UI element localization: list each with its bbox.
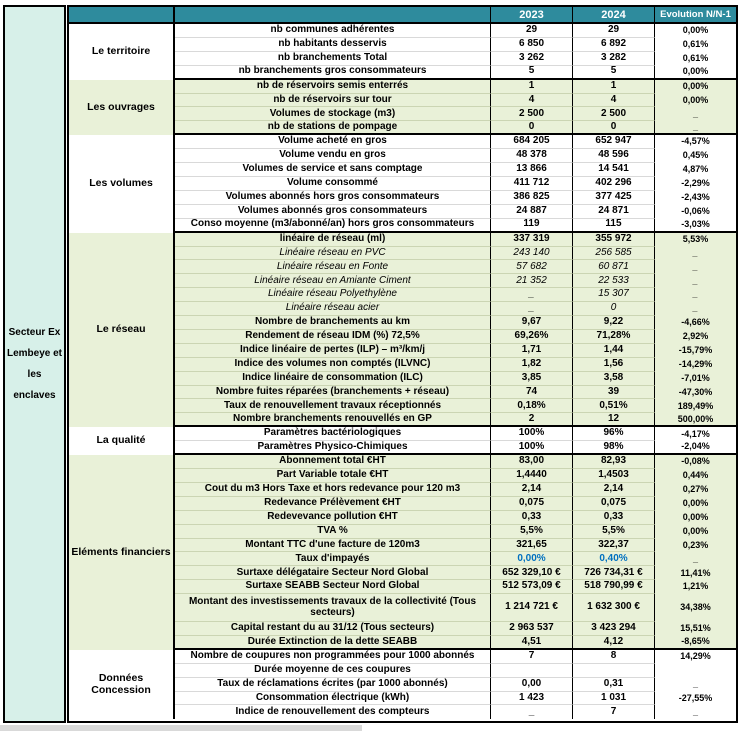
value-2024: 256 585 bbox=[573, 247, 655, 261]
table-row bbox=[175, 358, 736, 372]
evolution-value: _ bbox=[692, 275, 698, 286]
value-2023: 4 bbox=[491, 94, 573, 108]
evolution-value: -15,79% bbox=[678, 345, 713, 356]
value-2024: 0 bbox=[573, 121, 655, 135]
value-2023: 57 682 bbox=[491, 260, 573, 274]
table-row bbox=[175, 705, 736, 719]
value-2024 bbox=[573, 664, 655, 678]
value-2024: 7 bbox=[573, 705, 655, 719]
table-row bbox=[175, 149, 736, 163]
row-label: TVA % bbox=[175, 525, 491, 539]
row-label: Indice linéaire de pertes (ILP) – m³/km/j bbox=[175, 344, 491, 358]
value-2024: 1,56 bbox=[573, 358, 655, 372]
row-label: nb habitants desservis bbox=[175, 38, 491, 52]
value-2024: 0,33 bbox=[573, 511, 655, 525]
table-row bbox=[175, 330, 736, 344]
value-2023: 21 352 bbox=[491, 274, 573, 288]
table-row bbox=[175, 636, 736, 650]
table-row bbox=[175, 580, 736, 594]
value-2024: 0,075 bbox=[573, 497, 655, 511]
value-2024: 0,51% bbox=[573, 399, 655, 413]
table-row bbox=[175, 427, 736, 441]
value-2024: 9,22 bbox=[573, 316, 655, 330]
value-2024: 5 bbox=[573, 66, 655, 80]
table-row bbox=[175, 219, 736, 233]
indicators-table bbox=[67, 5, 738, 723]
header-evolution: Evolution N/N-1 bbox=[660, 9, 731, 20]
table-row bbox=[175, 678, 736, 692]
value-2024: 1 bbox=[573, 80, 655, 94]
row-label: Linéaire réseau en PVC bbox=[175, 247, 491, 261]
value-2023: 83,00 bbox=[491, 455, 573, 469]
value-2023: 321,65 bbox=[491, 539, 573, 553]
table-row bbox=[175, 469, 736, 483]
row-label: Surtaxe délégataire Secteur Nord Global bbox=[175, 566, 491, 580]
value-2024: 1,4503 bbox=[573, 469, 655, 483]
evolution-value: 0,00% bbox=[682, 525, 709, 536]
table-row bbox=[175, 344, 736, 358]
section-category-label: Données Concession bbox=[69, 650, 175, 720]
value-2023: 29 bbox=[491, 24, 573, 38]
value-2023: 119 bbox=[491, 219, 573, 233]
value-2024: 4 bbox=[573, 94, 655, 108]
table-row bbox=[175, 497, 736, 511]
evolution-value: 14,29% bbox=[680, 651, 711, 662]
value-2023: 100% bbox=[491, 441, 573, 455]
value-2024: 14 541 bbox=[573, 163, 655, 177]
table-body bbox=[69, 24, 736, 721]
value-2024: 322,37 bbox=[573, 539, 655, 553]
value-2024: 71,28% bbox=[573, 330, 655, 344]
evolution-value: 0,45% bbox=[682, 150, 709, 161]
value-2023: 2 500 bbox=[491, 107, 573, 121]
row-label: nb de stations de pompage bbox=[175, 121, 491, 135]
table-row bbox=[175, 483, 736, 497]
row-label: Linéaire réseau en Amiante Ciment bbox=[175, 274, 491, 288]
row-label: Cout du m3 Hors Taxe et hors redevance pour 120 m3 bbox=[175, 483, 491, 497]
table-row bbox=[175, 302, 736, 316]
evolution-value: -2,04% bbox=[655, 441, 736, 455]
row-label: Paramètres Physico-Chimiques bbox=[175, 441, 491, 455]
value-2024: 652 947 bbox=[573, 135, 655, 149]
evolution-value: 34,38% bbox=[680, 602, 711, 613]
value-2024: 48 596 bbox=[573, 149, 655, 163]
evolution-value: -8,65% bbox=[655, 636, 736, 650]
evolution-value: 4,87% bbox=[682, 164, 709, 175]
row-label: Nombre fuites réparées (branchements + réseau) bbox=[175, 386, 491, 400]
section-rows bbox=[175, 427, 736, 455]
value-2023: 4,51 bbox=[491, 636, 573, 650]
section-category-label: Le territoire bbox=[69, 24, 175, 80]
row-label: nb branchements Total bbox=[175, 52, 491, 66]
table-row bbox=[175, 664, 736, 678]
evolution-value: 5,53% bbox=[682, 233, 709, 244]
section-les-volumes bbox=[69, 135, 736, 232]
table-row bbox=[175, 525, 736, 539]
value-2023: 2 963 537 bbox=[491, 622, 573, 636]
table-row bbox=[175, 288, 736, 302]
section-category-label: Eléments financiers bbox=[69, 455, 175, 650]
evolution-value: _ bbox=[692, 303, 698, 314]
evolution-value: 0,23% bbox=[682, 539, 709, 550]
evolution-value: 0,00% bbox=[682, 25, 709, 36]
value-2023: 243 140 bbox=[491, 247, 573, 261]
evolution-value: 1,21% bbox=[682, 581, 709, 592]
row-label: Indice des volumes non comptés (ILVNC) bbox=[175, 358, 491, 372]
sheet-bottom-strip bbox=[0, 725, 362, 731]
value-2023: _ bbox=[491, 288, 573, 302]
value-2024: 22 533 bbox=[573, 274, 655, 288]
row-label: Rendement de réseau IDM (%) 72,5% bbox=[175, 330, 491, 344]
evolution-value: -2,43% bbox=[681, 192, 710, 203]
section-rows bbox=[175, 80, 736, 136]
evolution-value: -4,57% bbox=[681, 136, 710, 147]
table-row bbox=[175, 247, 736, 261]
value-2023: 0,075 bbox=[491, 497, 573, 511]
value-2023: 652 329,10 € bbox=[491, 566, 573, 580]
evolution-value: 0,00% bbox=[682, 511, 709, 522]
evolution-value: 11,41% bbox=[680, 567, 711, 578]
value-2023: 5,5% bbox=[491, 525, 573, 539]
table-header-row bbox=[69, 7, 736, 24]
table-row bbox=[175, 274, 736, 288]
value-2024: 3 282 bbox=[573, 52, 655, 66]
value-2023: 1,71 bbox=[491, 344, 573, 358]
row-label: Taux de renouvellement travaux réceptionnés bbox=[175, 399, 491, 413]
section-le-reseau bbox=[69, 233, 736, 428]
sector-title: Secteur Ex Lembeye et les enclaves bbox=[3, 5, 66, 723]
table-row bbox=[175, 566, 736, 580]
table-row bbox=[175, 80, 736, 94]
row-label: linéaire de réseau (ml) bbox=[175, 233, 491, 247]
table-row bbox=[175, 24, 736, 38]
table-row bbox=[175, 386, 736, 400]
section-category-label: La qualité bbox=[69, 427, 175, 455]
header-year-2024: 2024 bbox=[573, 7, 655, 22]
row-label: Indice de renouvellement des compteurs bbox=[175, 705, 491, 719]
value-2024: 60 871 bbox=[573, 260, 655, 274]
row-label: Taux de réclamations écrites (par 1000 abonnés) bbox=[175, 678, 491, 692]
evolution-value: _ bbox=[692, 108, 698, 119]
evolution-value: _ bbox=[692, 261, 698, 272]
evolution-value: -4,17% bbox=[681, 428, 710, 439]
evolution-value: -27,55% bbox=[678, 692, 713, 703]
table-row bbox=[175, 692, 736, 706]
row-label: Volumes de stockage (m3) bbox=[175, 107, 491, 121]
row-label: Durée Extinction de la dette SEABB bbox=[175, 636, 491, 650]
value-2024: 402 296 bbox=[573, 177, 655, 191]
value-2023: 512 573,09 € bbox=[491, 580, 573, 594]
evolution-value: _ bbox=[692, 678, 698, 689]
table-row bbox=[175, 511, 736, 525]
table-row bbox=[175, 38, 736, 52]
value-2024: 98% bbox=[573, 441, 655, 455]
section-rows bbox=[175, 135, 736, 232]
row-label: Volumes de service et sans comptage bbox=[175, 163, 491, 177]
value-2023: 69,26% bbox=[491, 330, 573, 344]
table-row bbox=[175, 205, 736, 219]
section-rows bbox=[175, 455, 736, 650]
value-2023: 3,85 bbox=[491, 372, 573, 386]
section-elements-financiers bbox=[69, 455, 736, 650]
value-2024: 0,31 bbox=[573, 678, 655, 692]
value-2023: 0,18% bbox=[491, 399, 573, 413]
row-label: Montant TTC d'une facture de 120m3 bbox=[175, 539, 491, 553]
table-row bbox=[175, 233, 736, 247]
evolution-value: 0,00% bbox=[682, 94, 709, 105]
value-2024: 39 bbox=[573, 386, 655, 400]
evolution-value: -4,66% bbox=[681, 317, 710, 328]
value-2023: 0,00 bbox=[491, 678, 573, 692]
value-2023: 100% bbox=[491, 427, 573, 441]
row-label: nb de réservoirs semis enterrés bbox=[175, 80, 491, 94]
row-label: Redevevance pollution €HT bbox=[175, 511, 491, 525]
value-2023: 6 850 bbox=[491, 38, 573, 52]
evolution-value: 0,00% bbox=[682, 498, 709, 509]
evolution-value: _ bbox=[692, 706, 698, 717]
table-row bbox=[175, 413, 736, 427]
value-2024: 96% bbox=[573, 427, 655, 441]
value-2024: 6 892 bbox=[573, 38, 655, 52]
evolution-value: _ bbox=[692, 247, 698, 258]
evolution-value: -0,08% bbox=[681, 456, 710, 467]
value-2023 bbox=[491, 664, 573, 678]
table-row bbox=[175, 107, 736, 121]
value-2024: 1 632 300 € bbox=[573, 594, 655, 622]
row-label: Nombre de branchements au km bbox=[175, 316, 491, 330]
row-label: Conso moyenne (m3/abonné/an) hors gros consommateurs bbox=[175, 219, 491, 233]
table-row bbox=[175, 399, 736, 413]
evolution-value bbox=[655, 664, 736, 678]
value-2023: 2 bbox=[491, 413, 573, 427]
row-label: Redevance Prélèvement €HT bbox=[175, 497, 491, 511]
row-label: Durée moyenne de ces coupures bbox=[175, 664, 491, 678]
row-label: Montant des investissements travaux de la collectivité (Tous secteurs) bbox=[175, 594, 491, 622]
value-2024: 0 bbox=[573, 302, 655, 316]
row-label: Indice linéaire de consommation (ILC) bbox=[175, 372, 491, 386]
value-2023: 9,67 bbox=[491, 316, 573, 330]
value-2024: 4,12 bbox=[573, 636, 655, 650]
value-2023: 24 887 bbox=[491, 205, 573, 219]
evolution-value: 0,27% bbox=[682, 484, 709, 495]
value-2024: 0,40% bbox=[573, 552, 655, 566]
row-label: Paramètres bactériologiques bbox=[175, 427, 491, 441]
evolution-value: -47,30% bbox=[678, 386, 713, 397]
row-label: nb communes adhérentes bbox=[175, 24, 491, 38]
section-rows bbox=[175, 650, 736, 720]
section-category-label: Les volumes bbox=[69, 135, 175, 232]
row-label: Part Variable totale €HT bbox=[175, 469, 491, 483]
table-row bbox=[175, 372, 736, 386]
evolution-value: 15,51% bbox=[680, 623, 711, 634]
evolution-value: -3,03% bbox=[655, 219, 736, 233]
section-les-ouvrages bbox=[69, 80, 736, 136]
value-2024: 3 423 294 bbox=[573, 622, 655, 636]
evolution-value: 0,61% bbox=[682, 39, 709, 50]
value-2023: 386 825 bbox=[491, 191, 573, 205]
section-category-label: Les ouvrages bbox=[69, 80, 175, 136]
table-row bbox=[175, 650, 736, 664]
section-donnees-concession bbox=[69, 650, 736, 720]
section-la-qualite bbox=[69, 427, 736, 455]
value-2024: 5,5% bbox=[573, 525, 655, 539]
row-label: Capital restant du au 31/12 (Tous secteurs) bbox=[175, 622, 491, 636]
row-label: Volume vendu en gros bbox=[175, 149, 491, 163]
value-2023: 0 bbox=[491, 121, 573, 135]
row-label: Nombre branchements renouvellés en GP bbox=[175, 413, 491, 427]
section-category-label: Le réseau bbox=[69, 233, 175, 428]
row-label: Consommation électrique (kWh) bbox=[175, 692, 491, 706]
row-label: Volumes abonnés hors gros consommateurs bbox=[175, 191, 491, 205]
table-row bbox=[175, 52, 736, 66]
value-2023: 1 bbox=[491, 80, 573, 94]
value-2023: 1 214 721 € bbox=[491, 594, 573, 622]
table-row bbox=[175, 552, 736, 566]
header-label-spacer bbox=[175, 7, 491, 22]
value-2023: 3 262 bbox=[491, 52, 573, 66]
table-row bbox=[175, 163, 736, 177]
table-row bbox=[175, 260, 736, 274]
row-label: nb branchements gros consommateurs bbox=[175, 66, 491, 80]
evolution-value: -7,01% bbox=[681, 372, 710, 383]
table-row bbox=[175, 539, 736, 553]
row-label: nb de réservoirs sur tour bbox=[175, 94, 491, 108]
row-label: Volume consommé bbox=[175, 177, 491, 191]
evolution-value: _ bbox=[692, 289, 698, 300]
row-label: Volumes abonnés gros consommateurs bbox=[175, 205, 491, 219]
table-row bbox=[175, 135, 736, 149]
value-2023: 48 378 bbox=[491, 149, 573, 163]
value-2023: 13 866 bbox=[491, 163, 573, 177]
value-2023: 411 712 bbox=[491, 177, 573, 191]
row-label: Linéaire réseau Polyethylène bbox=[175, 288, 491, 302]
table-row bbox=[175, 594, 736, 622]
table-row bbox=[175, 316, 736, 330]
row-label: Taux d'impayés bbox=[175, 552, 491, 566]
value-2024: 8 bbox=[573, 650, 655, 664]
value-2024: 1,44 bbox=[573, 344, 655, 358]
section-rows bbox=[175, 24, 736, 80]
value-2024: 2 500 bbox=[573, 107, 655, 121]
value-2023: _ bbox=[491, 302, 573, 316]
header-year-2023: 2023 bbox=[491, 7, 573, 22]
section-rows bbox=[175, 233, 736, 428]
evolution-value: -2,29% bbox=[681, 178, 710, 189]
value-2024: 82,93 bbox=[573, 455, 655, 469]
value-2023: 0,33 bbox=[491, 511, 573, 525]
value-2024: 3,58 bbox=[573, 372, 655, 386]
value-2024: 15 307 bbox=[573, 288, 655, 302]
value-2023: 1 423 bbox=[491, 692, 573, 706]
value-2024: 12 bbox=[573, 413, 655, 427]
evolution-value: -14,29% bbox=[678, 358, 713, 369]
table-row bbox=[175, 455, 736, 469]
row-label: Linéaire réseau acier bbox=[175, 302, 491, 316]
table-row bbox=[175, 66, 736, 80]
value-2024: 24 871 bbox=[573, 205, 655, 219]
row-label: Volume acheté en gros bbox=[175, 135, 491, 149]
table-row bbox=[175, 177, 736, 191]
evolution-value: 500,00% bbox=[655, 413, 736, 427]
value-2023: 2,14 bbox=[491, 483, 573, 497]
evolution-value: 0,61% bbox=[682, 53, 709, 64]
value-2023: 337 319 bbox=[491, 233, 573, 247]
evolution-value: 0,00% bbox=[655, 66, 736, 80]
row-label: Nombre de coupures non programmées pour 1000 abonnés bbox=[175, 650, 491, 664]
value-2024: 377 425 bbox=[573, 191, 655, 205]
value-2024: 355 972 bbox=[573, 233, 655, 247]
value-2023: 74 bbox=[491, 386, 573, 400]
value-2024: 518 790,99 € bbox=[573, 580, 655, 594]
value-2023: 5 bbox=[491, 66, 573, 80]
value-2023: 1,82 bbox=[491, 358, 573, 372]
value-2024: 726 734,31 € bbox=[573, 566, 655, 580]
evolution-value: _ bbox=[692, 553, 698, 564]
evolution-value: 189,49% bbox=[677, 400, 714, 411]
table-row bbox=[175, 191, 736, 205]
table-row bbox=[175, 622, 736, 636]
evolution-value: 0,00% bbox=[682, 80, 709, 91]
table-row bbox=[175, 441, 736, 455]
value-2023: _ bbox=[491, 705, 573, 719]
value-2024: 29 bbox=[573, 24, 655, 38]
evolution-value: 0,44% bbox=[682, 470, 709, 481]
table-row bbox=[175, 94, 736, 108]
row-label: Linéaire réseau en Fonte bbox=[175, 260, 491, 274]
value-2024: 1 031 bbox=[573, 692, 655, 706]
value-2024: 2,14 bbox=[573, 483, 655, 497]
table-row bbox=[175, 121, 736, 135]
value-2023: 0,00% bbox=[491, 552, 573, 566]
evolution-value: 2,92% bbox=[682, 331, 709, 342]
row-label: Abonnement total €HT bbox=[175, 455, 491, 469]
row-label: Surtaxe SEABB Secteur Nord Global bbox=[175, 580, 491, 594]
value-2024: 115 bbox=[573, 219, 655, 233]
evolution-value: -0,06% bbox=[681, 206, 710, 217]
header-category-spacer bbox=[69, 7, 175, 22]
value-2023: 684 205 bbox=[491, 135, 573, 149]
value-2023: 7 bbox=[491, 650, 573, 664]
value-2023: 1,4440 bbox=[491, 469, 573, 483]
section-le-territoire bbox=[69, 24, 736, 80]
evolution-value: _ bbox=[655, 121, 736, 135]
